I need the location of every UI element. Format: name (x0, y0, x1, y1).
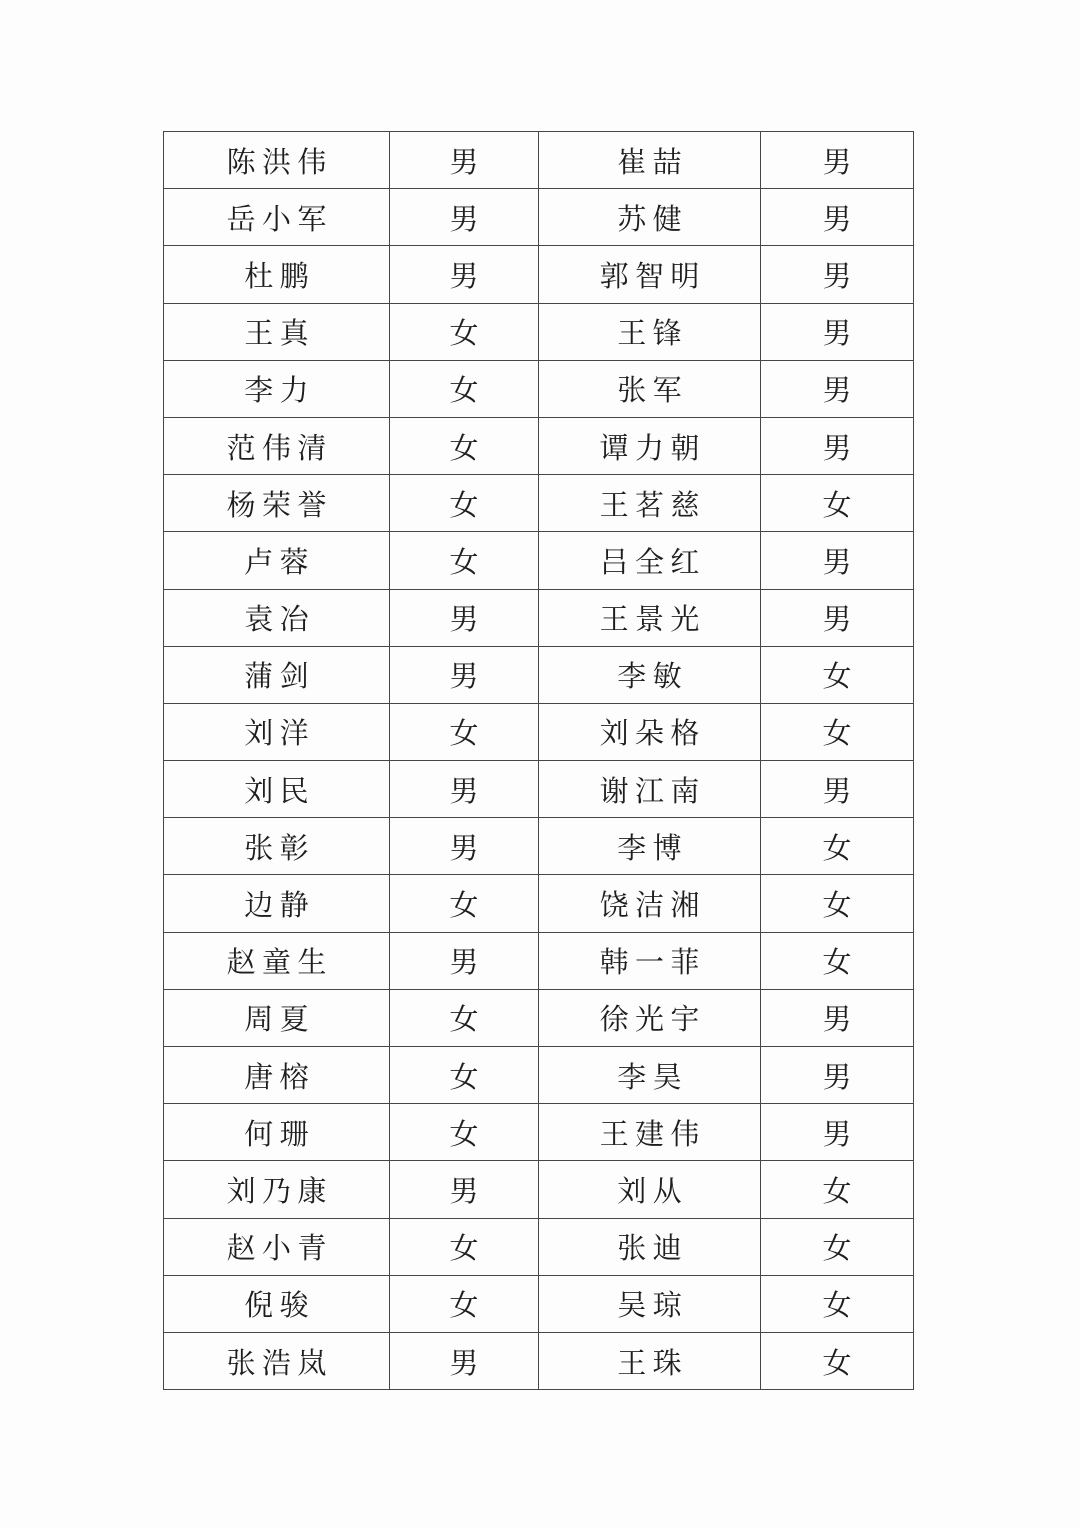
gender-cell: 女 (390, 532, 539, 589)
gender-cell: 女 (761, 1218, 914, 1275)
name-cell: 刘乃康 (164, 1161, 390, 1218)
gender-cell: 女 (761, 932, 914, 989)
gender-cell: 女 (390, 1104, 539, 1161)
table-row (164, 189, 914, 246)
name-cell: 李力 (164, 360, 390, 417)
gender-cell: 女 (390, 875, 539, 932)
gender-cell: 女 (761, 875, 914, 932)
name-cell: 范伟清 (164, 417, 390, 474)
table-row (164, 1161, 914, 1218)
name-cell: 吴琼 (539, 1275, 761, 1332)
gender-cell: 男 (761, 246, 914, 303)
name-cell: 岳小军 (164, 189, 390, 246)
name-cell: 李敏 (539, 646, 761, 703)
name-cell: 李博 (539, 818, 761, 875)
name-cell: 饶洁湘 (539, 875, 761, 932)
gender-cell: 女 (390, 989, 539, 1046)
gender-cell: 男 (390, 132, 539, 189)
name-cell: 王真 (164, 303, 390, 360)
gender-cell: 男 (390, 1332, 539, 1389)
gender-cell: 男 (390, 932, 539, 989)
name-cell: 张彰 (164, 818, 390, 875)
gender-cell: 女 (390, 1047, 539, 1104)
gender-cell: 男 (761, 761, 914, 818)
table-row (164, 417, 914, 474)
gender-cell: 男 (761, 303, 914, 360)
table-row (164, 589, 914, 646)
gender-cell: 男 (761, 989, 914, 1046)
gender-cell: 男 (390, 646, 539, 703)
name-cell: 张迪 (539, 1218, 761, 1275)
name-cell: 卢蓉 (164, 532, 390, 589)
gender-cell: 女 (390, 475, 539, 532)
table-row (164, 303, 914, 360)
name-cell: 袁冶 (164, 589, 390, 646)
table-row (164, 132, 914, 189)
table-row (164, 761, 914, 818)
table-row (164, 989, 914, 1046)
table-row (164, 1104, 914, 1161)
gender-cell: 男 (390, 761, 539, 818)
table-row (164, 1218, 914, 1275)
name-cell: 何珊 (164, 1104, 390, 1161)
gender-cell: 男 (761, 189, 914, 246)
table-row (164, 360, 914, 417)
gender-cell: 男 (761, 360, 914, 417)
gender-cell: 男 (390, 189, 539, 246)
name-cell: 杨荣誉 (164, 475, 390, 532)
gender-cell: 女 (390, 1218, 539, 1275)
name-cell: 蒲剑 (164, 646, 390, 703)
gender-cell: 男 (390, 589, 539, 646)
name-cell: 刘从 (539, 1161, 761, 1218)
gender-cell: 男 (761, 1104, 914, 1161)
gender-cell: 男 (761, 532, 914, 589)
name-cell: 倪骏 (164, 1275, 390, 1332)
name-cell: 崔喆 (539, 132, 761, 189)
name-cell: 刘朵格 (539, 703, 761, 760)
table-row (164, 818, 914, 875)
name-cell: 谢江南 (539, 761, 761, 818)
name-cell: 吕全红 (539, 532, 761, 589)
gender-cell: 女 (761, 1275, 914, 1332)
table-row (164, 1047, 914, 1104)
table-row (164, 532, 914, 589)
gender-cell: 女 (761, 1332, 914, 1389)
name-cell: 刘民 (164, 761, 390, 818)
name-cell: 张军 (539, 360, 761, 417)
name-cell: 赵童生 (164, 932, 390, 989)
gender-cell: 男 (761, 589, 914, 646)
table-row (164, 703, 914, 760)
name-cell: 赵小青 (164, 1218, 390, 1275)
gender-cell: 女 (390, 1275, 539, 1332)
name-cell: 谭力朝 (539, 417, 761, 474)
gender-cell: 女 (761, 818, 914, 875)
name-cell: 张浩岚 (164, 1332, 390, 1389)
name-cell: 边静 (164, 875, 390, 932)
table-row (164, 475, 914, 532)
name-cell: 李昊 (539, 1047, 761, 1104)
name-cell: 韩一菲 (539, 932, 761, 989)
roster-table-body (164, 132, 914, 1390)
table-row (164, 1332, 914, 1389)
table-row (164, 1275, 914, 1332)
gender-cell: 女 (390, 303, 539, 360)
gender-cell: 女 (761, 475, 914, 532)
gender-cell: 男 (390, 246, 539, 303)
gender-cell: 男 (761, 132, 914, 189)
gender-cell: 男 (761, 1047, 914, 1104)
name-cell: 苏健 (539, 189, 761, 246)
table-row (164, 875, 914, 932)
gender-cell: 女 (390, 703, 539, 760)
gender-cell: 男 (761, 417, 914, 474)
name-cell: 王景光 (539, 589, 761, 646)
table-row (164, 646, 914, 703)
gender-cell: 男 (390, 818, 539, 875)
name-cell: 周夏 (164, 989, 390, 1046)
table-row (164, 246, 914, 303)
name-cell: 刘洋 (164, 703, 390, 760)
gender-cell: 男 (390, 1161, 539, 1218)
gender-cell: 女 (761, 646, 914, 703)
name-cell: 王珠 (539, 1332, 761, 1389)
name-cell: 王建伟 (539, 1104, 761, 1161)
name-cell: 杜鹏 (164, 246, 390, 303)
gender-cell: 女 (761, 703, 914, 760)
name-cell: 唐榕 (164, 1047, 390, 1104)
table-row (164, 932, 914, 989)
name-cell: 陈洪伟 (164, 132, 390, 189)
gender-cell: 女 (761, 1161, 914, 1218)
gender-cell: 女 (390, 417, 539, 474)
name-cell: 王锋 (539, 303, 761, 360)
name-cell: 王茗慈 (539, 475, 761, 532)
gender-cell: 女 (390, 360, 539, 417)
name-cell: 徐光宇 (539, 989, 761, 1046)
name-cell: 郭智明 (539, 246, 761, 303)
roster-table (163, 131, 914, 1390)
